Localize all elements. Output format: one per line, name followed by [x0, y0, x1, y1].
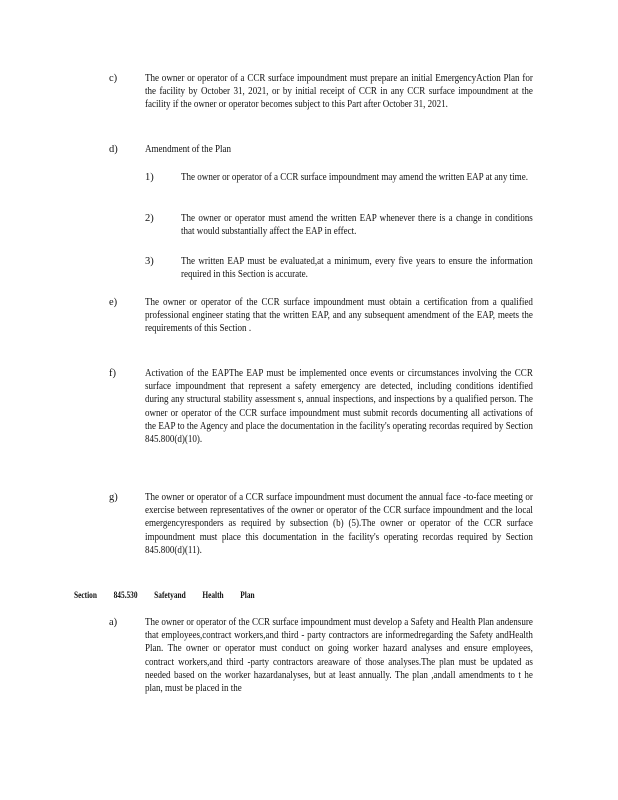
- paragraph-d-label: d): [109, 144, 118, 155]
- subparagraph-d1-text: The owner or operator of a CCR surface impoundment may amend the written EAP at any time.: [181, 172, 528, 183]
- subparagraph-d2-label: 2): [145, 213, 154, 224]
- section-heading-title-3: Plan: [240, 590, 255, 600]
- section-heading-title-1: Safetyand: [154, 590, 186, 600]
- paragraph-e-text: The owner or operator of the CCR surface impoundment must obtain a certification from a qualified professional engineer stating that the written EAP, and any subsequent amendment of the EAP, meets the requirements of this Section .: [145, 297, 533, 335]
- paragraph-g-label: g): [109, 492, 118, 503]
- section-heading-label: Section: [74, 590, 97, 600]
- section-heading-title-2: Health: [202, 590, 224, 600]
- subparagraph-d2-text: The owner or operator must amend the written EAP whenever there is a change in conditions that would substantially affect the EAP in effect.: [181, 213, 533, 238]
- subparagraph-d1-label: 1): [145, 172, 154, 183]
- section-heading: [74, 590, 269, 601]
- section-paragraph-a-label: a): [109, 617, 118, 628]
- paragraph-g-text: The owner or operator of a CCR surface impoundment must document the annual face -to-face meeting or exercise between representatives of the owner or operator of the CCR surface impoundment and the local emergencyresponders as required by subsection (b) (5).The owner or operator of the CCR surface impoundment must place this documentation in the facility's operating recordas required by Section 845.800(d)(11).: [145, 492, 533, 556]
- paragraph-f-label: f): [109, 368, 116, 379]
- paragraph-c-label: c): [109, 73, 118, 84]
- section-heading-number: 845.530: [113, 590, 138, 600]
- subparagraph-d3-label: 3): [145, 256, 154, 267]
- paragraph-f-text: Activation of the EAPThe EAP must be implemented once events or circumstances involving the CCR surface impoundment that represent a safety emergency are detected, including conditions identified during any structural stability assessment s, annual inspections, and inspections by a qualified person. The owner or operator of the CCR surface impoundment must submit records documenting all activations of the EAP to the Agency and place the documentation in the facility's operating recordas required by Section 845.800(d)(10).: [145, 368, 533, 446]
- paragraph-c-text: The owner or operator of a CCR surface impoundment must prepare an initial EmergencyAction Plan for the facility by October 31, 2021, or by initial receipt of CCR in any CCR surface impoundment at the facility if the owner or operator becomes subject to this Part after October 31, 2021.: [145, 73, 533, 111]
- section-paragraph-a-text: The owner or operator of the CCR surface impoundment must develop a Safety and Health Plan andensure that employees,contract workers,and third - party contractors are informedregarding the Safety andHealth Plan. The owner or operator must conduct on going worker hazard analyses and ensure employees, contract workers,and third -party contractors areaware of those analyses.The plan must be updated as needed based on the worker hazardanalyses, but at least annually. The plan ,andall amendments to t he plan, must be placed in the: [145, 617, 533, 695]
- subparagraph-d3-text: The written EAP must be evaluated,at a minimum, every five years to ensure the information required in this Section is accurate.: [181, 256, 533, 281]
- paragraph-d-heading: Amendment of the Plan: [145, 144, 232, 155]
- paragraph-e-label: e): [109, 297, 118, 308]
